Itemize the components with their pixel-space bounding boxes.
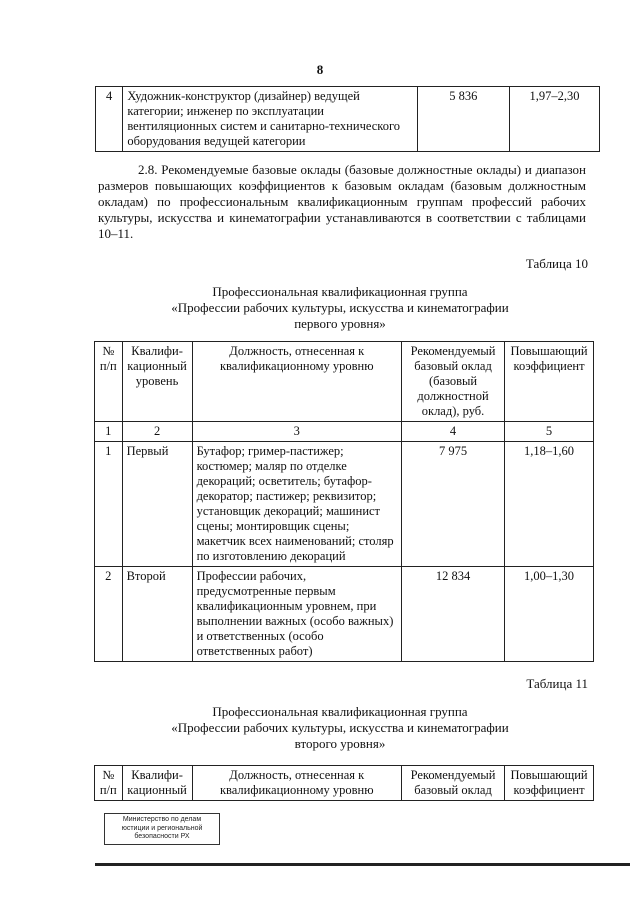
table10-caption: Таблица 10 — [525, 256, 588, 271]
table-row: 1 Первый Бутафор; гример-пастижер; костюмер; маляр по отделке декораций; осветитель; бутафор-декоратор; пастижер; реквизитор; установщик декораций; машинист сцены; монтировщик сцены; макетчик всех наименований; столяр по изготовлению декораций 7 975 1,18–1,60 — [95, 442, 594, 567]
header-row: № п/п Квалифи-кационный Должность, отнесенная к квалификационному уровню Рекомендуемый базовый оклад Повышающий коэффициент — [95, 766, 594, 801]
page-number: 8 — [316, 62, 324, 77]
table11-heading: Профессиональная квалификационная группа «Профессии рабочих культуры, искусства и кинематографии второго уровня» — [171, 704, 509, 751]
table-row — [96, 87, 600, 152]
table11-caption: Таблица 11 — [526, 676, 588, 691]
header-level: Квалифи-кационный уровень — [122, 342, 192, 422]
top-table — [95, 86, 600, 152]
header-coef: Повышающий коэффициент — [505, 342, 594, 422]
body-paragraph: 2.8. Рекомендуемые базовые оклады (базовые должностные оклады) и диапазон размеров повышающих коэффициентов к базовым окладам (базовым должностным окладам) по профессиональным квалификационным группам профессий рабочих культуры, искусства и кинематографии устанавливаются в соответствии с таблицами 10–11. — [98, 162, 586, 241]
salary-cell: 5 836 — [417, 87, 509, 152]
table11 — [94, 765, 594, 801]
header-salary: Рекомендуемый базовый оклад (базовый должностной оклад), руб. — [401, 342, 504, 422]
coef-cell: 1,97–2,30 — [509, 87, 599, 152]
table-row: 2 Второй Профессии рабочих, предусмотренные первым квалификационным уровнем, при выполнении важных (особо важных) и ответственных (особо ответственных работ) 12 834 1,00–1,30 — [95, 567, 594, 662]
table10-heading: Профессиональная квалификационная группа «Профессии рабочих культуры, искусства и кинематографии первого уровня» — [171, 284, 509, 331]
header-num: № п/п — [95, 342, 123, 422]
table10 — [94, 341, 594, 662]
bottom-rule — [95, 863, 630, 866]
header-row — [95, 342, 594, 422]
position-cell: Художник-конструктор (дизайнер) ведущей категории; инженер по эксплуатации вентиляционных систем и санитарно-технического оборудования ведущей категории — [123, 87, 418, 152]
column-number-row: 1 2 3 4 5 — [95, 422, 594, 442]
header-position: Должность, отнесенная к квалификационному уровню — [192, 342, 401, 422]
row-number: 4 — [96, 87, 123, 152]
registration-stamp: Министерство по делам юстиции и региональной безопасности РХ — [104, 813, 220, 845]
